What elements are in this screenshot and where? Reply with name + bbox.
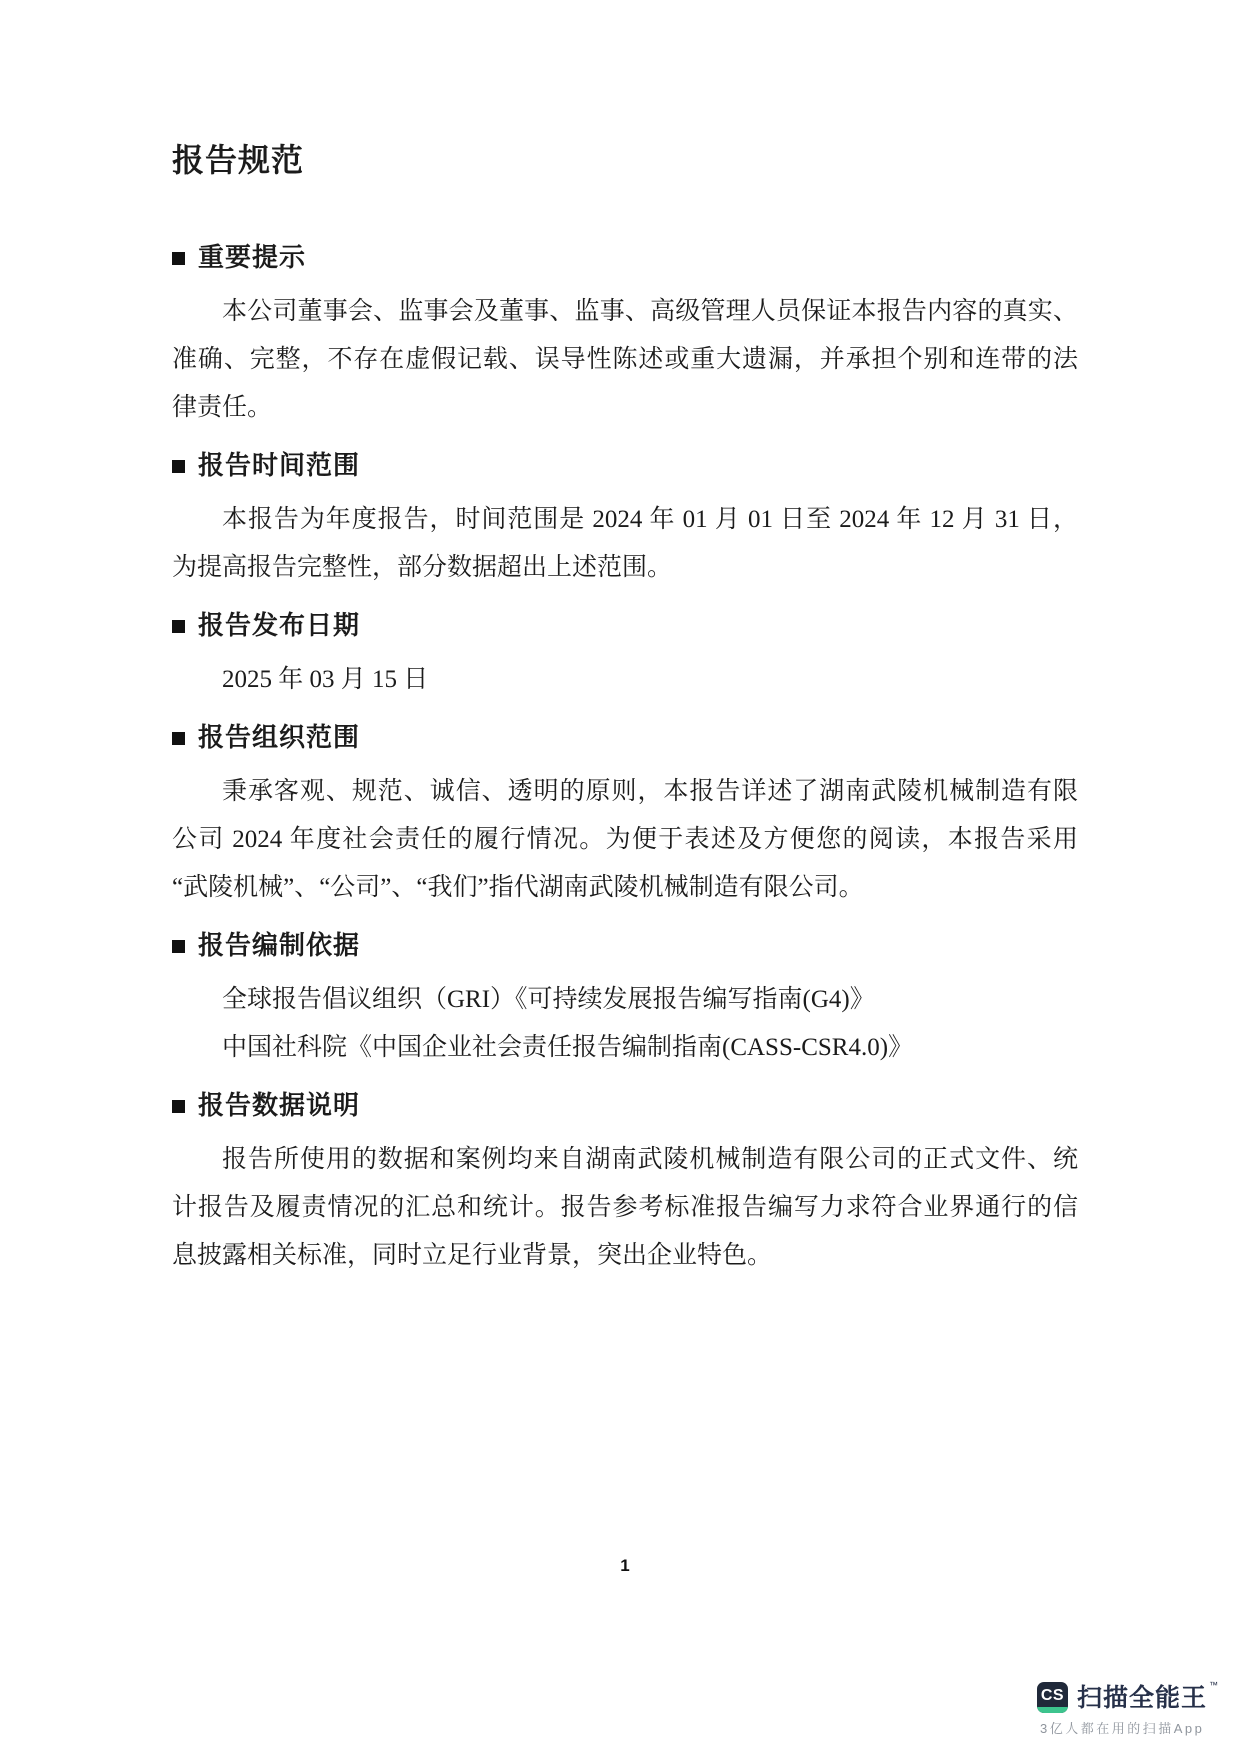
text-line: 为提高报告完整性，部分数据超出上述范围。 xyxy=(172,554,673,581)
square-bullet-icon xyxy=(172,1100,185,1113)
text-line: 准确、完整，不存在虚假记载、误导性陈述或重大遗漏，并承担个别和连带的法 xyxy=(172,346,1078,373)
brand-tagline: 3亿人都在用的扫描App xyxy=(1039,1721,1205,1736)
square-bullet-icon xyxy=(172,460,185,473)
paragraph xyxy=(172,288,1078,432)
text-line: 息披露相关标准，同时立足行业背景，突出企业特色。 xyxy=(172,1242,773,1269)
report-content xyxy=(172,140,1078,1280)
text-line: 中国社科院《中国企业社会责任报告编制指南(CASS-CSR4.0)》 xyxy=(222,1034,914,1061)
trademark-symbol: ™ xyxy=(1209,1680,1218,1690)
square-bullet-icon xyxy=(172,940,185,953)
paragraph xyxy=(172,1136,1078,1280)
section-title: 报告组织范围 xyxy=(198,723,361,752)
square-bullet-icon xyxy=(172,620,185,633)
square-bullet-icon xyxy=(172,732,185,745)
text-line: 计报告及履责情况的汇总和统计。报告参考标准报告编写力求符合业界通行的信 xyxy=(172,1194,1078,1221)
page-number: 1 xyxy=(620,1556,630,1575)
section-heading-compilation-basis xyxy=(172,928,1078,964)
section-title: 报告编制依据 xyxy=(198,931,361,960)
section-heading-important-notice xyxy=(172,240,1078,276)
watermark-brand-row xyxy=(1037,1682,1218,1713)
camscanner-watermark xyxy=(1037,1682,1218,1737)
paragraph xyxy=(172,976,1078,1024)
section-title: 重要提示 xyxy=(198,243,307,272)
camscanner-logo-icon xyxy=(1037,1682,1068,1713)
camscanner-logo-text: CS xyxy=(1040,1686,1065,1704)
paragraph xyxy=(172,656,1078,704)
text-line: 律责任。 xyxy=(172,394,273,421)
text-line: 报告所使用的数据和案例均来自湖南武陵机械制造有限公司的正式文件、统 xyxy=(222,1146,1078,1173)
brand-name: 扫描全能王 xyxy=(1076,1683,1207,1712)
section-title: 报告时间范围 xyxy=(198,451,361,480)
text-line: 全球报告倡议组织（GRI）《可持续发展报告编写指南(G4)》 xyxy=(222,986,875,1013)
camscanner-logo-strip xyxy=(1037,1707,1068,1713)
paragraph xyxy=(172,496,1078,592)
text-line: 秉承客观、规范、诚信、透明的原则，本报告详述了湖南武陵机械制造有限 xyxy=(222,778,1078,805)
paragraph xyxy=(172,768,1078,912)
section-title: 报告数据说明 xyxy=(198,1091,361,1120)
paragraph xyxy=(172,1024,1078,1072)
text-line: 本公司董事会、监事会及董事、监事、高级管理人员保证本报告内容的真实、 xyxy=(222,298,1078,325)
section-heading-organization-scope xyxy=(172,720,1078,756)
section-heading-report-period xyxy=(172,448,1078,484)
text-line: 2025 年 03 月 15 日 xyxy=(222,666,429,693)
text-line: 公司 2024 年度社会责任的履行情况。为便于表述及方便您的阅读，本报告采用 xyxy=(172,826,1078,853)
page-title: 报告规范 xyxy=(172,142,305,178)
section-heading-data-description xyxy=(172,1088,1078,1124)
section-heading-release-date xyxy=(172,608,1078,644)
square-bullet-icon xyxy=(172,252,185,265)
section-title: 报告发布日期 xyxy=(198,611,361,640)
text-line: “武陵机械”、“公司”、“我们”指代湖南武陵机械制造有限公司。 xyxy=(172,874,864,901)
text-line: 本报告为年度报告，时间范围是 2024 年 01 月 01 日至 2024 年 12 月 31 日， xyxy=(222,506,1078,533)
